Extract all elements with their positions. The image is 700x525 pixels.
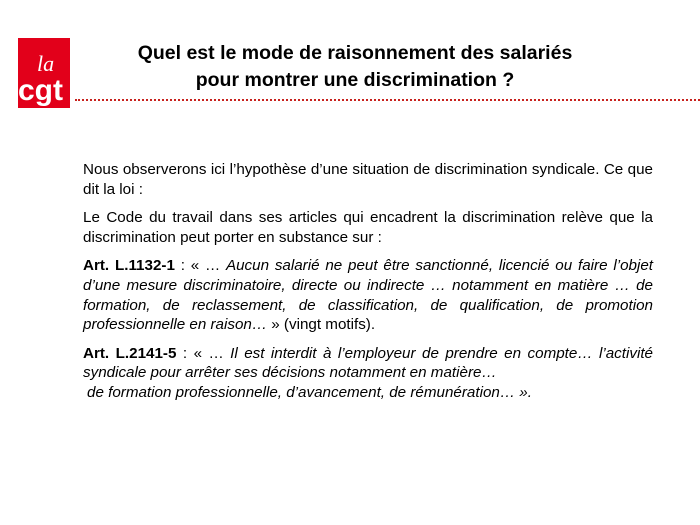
article-l2141-5-quote: Il est interdit à l’employeur de prendre en compte… l’activité syndicale pour arrêter ses décisions notamment en matière… bbox=[83, 344, 654, 382]
logo-main-text: cgt bbox=[18, 74, 63, 107]
article-l1132-1-paragraph bbox=[83, 256, 653, 334]
slide-title-line-1: Quel est le mode de raisonnement des salariés bbox=[137, 42, 573, 64]
code-paragraph: Le Code du travail dans ses articles qui encadrent la discrimination relève que la discrimination peut porter en substance sur : bbox=[83, 209, 653, 246]
intro-paragraph: Nous observerons ici l’hypothèse d’une situation de discrimination syndicale. Ce que dit la loi : bbox=[83, 161, 653, 198]
slide-title bbox=[95, 40, 615, 94]
cgt-logo bbox=[18, 38, 70, 108]
article-l2141-5-last-line: de formation professionnelle, d’avancement, de rémunération… ». bbox=[87, 383, 532, 401]
title-divider bbox=[75, 99, 700, 101]
article-l1132-1-quote: Aucun salarié ne peut être sanctionné, licencié ou faire l’objet d’une mesure discriminatoire, directe ou indirecte … notamment en matière … de formation, de reclassement, de classification, de qualification, de promotion professionnelle en raison… bbox=[83, 257, 653, 334]
logo-script-text: la bbox=[37, 51, 55, 76]
article-l2141-5-ref: Art. L.2141-5 bbox=[83, 344, 177, 362]
article-l2141-5-lead: : « … bbox=[176, 344, 231, 362]
slide-body bbox=[83, 160, 653, 412]
article-l2141-5-paragraph bbox=[83, 344, 653, 403]
slide-title-line-2: pour montrer une discrimination ? bbox=[195, 69, 515, 91]
article-l1132-1-ref: Art. L.1132-1 bbox=[83, 257, 175, 275]
article-l1132-1-lead: : « … bbox=[174, 257, 226, 275]
article-l1132-1-tail: » (vingt motifs). bbox=[267, 316, 376, 334]
